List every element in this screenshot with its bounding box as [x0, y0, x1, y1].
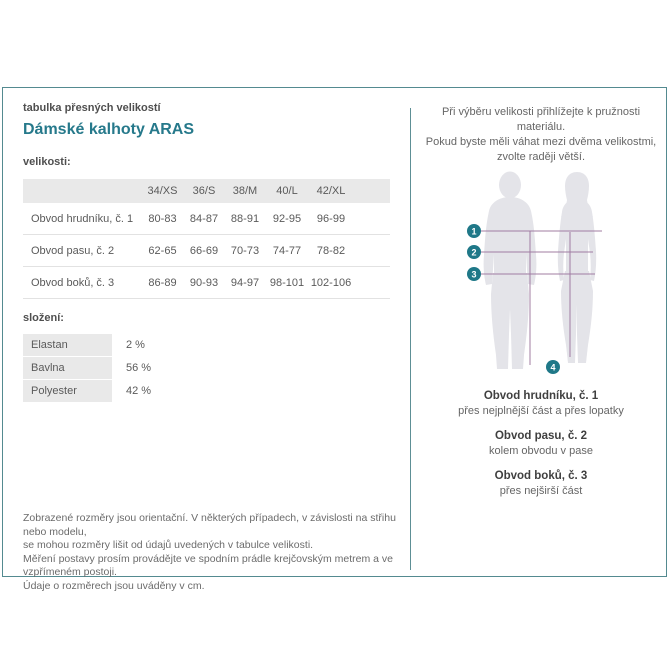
female-silhouette: [558, 172, 596, 363]
measure-name: Obvod boků, č. 3: [494, 470, 588, 482]
size-value-cell: 96-99: [308, 203, 354, 235]
measure-item-chest: [421, 388, 661, 419]
size-column-header: 42/XL: [308, 179, 354, 203]
header-block: [23, 102, 393, 299]
size-value-cell: 70-73: [224, 235, 266, 267]
measurement-legend: [421, 388, 661, 508]
table-row: [23, 267, 390, 299]
fit-advice-text: [421, 105, 661, 165]
table-row: [23, 334, 263, 356]
product-title: Dámské kalhoty ARAS: [23, 121, 195, 138]
marker-2: [467, 245, 481, 259]
size-table: [23, 179, 390, 299]
size-value-cell: 84-87: [184, 203, 224, 235]
fit-advice-line: zvolte raději větší.: [496, 151, 586, 163]
size-value-cell: 94-97: [224, 267, 266, 299]
svg-text:4: 4: [550, 362, 556, 373]
marker-3: [467, 267, 481, 281]
material-name: Bavlna: [23, 357, 112, 379]
disclaimer-line: Údaje o rozměrech jsou uváděny v cm.: [23, 579, 205, 592]
measure-item-waist: [421, 428, 661, 459]
sizes-label: velikosti:: [23, 156, 71, 168]
size-value-cell: 92-95: [266, 203, 308, 235]
svg-text:3: 3: [471, 269, 477, 280]
measure-name: Obvod hrudníku, č. 1: [483, 390, 599, 402]
fit-advice-line: Při výběru velikosti přihlížejte k pružnosti materiálu.: [441, 106, 641, 133]
size-table-filler-cell: [354, 267, 390, 299]
size-value-cell: 98-101: [266, 267, 308, 299]
size-table-filler-cell: [354, 203, 390, 235]
fit-advice-line: Pokud byste měli váhat mezi dvěma velikostmi,: [425, 136, 657, 148]
size-table-filler-cell: [354, 179, 390, 203]
composition-label: složení:: [23, 312, 64, 324]
body-measurement-diagram: [430, 169, 660, 379]
measure-description: přes nejplnější část a přes lopatky: [458, 405, 624, 417]
measure-description: přes nejširší část: [499, 485, 583, 497]
size-column-header: 38/M: [224, 179, 266, 203]
measure-description: kolem obvodu v pase: [489, 445, 593, 457]
eyebrow-label: tabulka přesných velikostí: [23, 102, 161, 114]
material-percent: 42 %: [126, 385, 152, 397]
size-table-corner-cell: [23, 179, 141, 203]
material-percent: 56 %: [126, 362, 152, 374]
table-row: [23, 203, 390, 235]
size-row-label: Obvod hrudníku, č. 1: [23, 203, 141, 235]
measure-item-hips: [421, 468, 661, 499]
size-column-header: 36/S: [184, 179, 224, 203]
composition-block: [23, 312, 343, 403]
size-value-cell: 90-93: [184, 267, 224, 299]
vertical-divider: [410, 108, 411, 570]
size-table-filler-cell: [354, 235, 390, 267]
size-value-cell: 62-65: [141, 235, 184, 267]
disclaimer-line: se mohou rozměry lišit od údajů uvedených v tabulce velikosti.: [23, 539, 314, 551]
size-value-cell: 78-82: [308, 235, 354, 267]
marker-1: [467, 224, 481, 238]
size-row-label: Obvod boků, č. 3: [23, 267, 141, 299]
size-value-cell: 86-89: [141, 267, 184, 299]
material-percent: 2 %: [126, 339, 145, 351]
size-column-header: 34/XS: [141, 179, 184, 203]
size-value-cell: 80-83: [141, 203, 184, 235]
svg-text:1: 1: [471, 226, 477, 237]
disclaimer-line: Zobrazené rozměry jsou orientační. V některých případech, v závislosti na střihu nebo modelu,: [23, 512, 396, 538]
size-value-cell: 102-106: [308, 267, 354, 299]
size-row-label: Obvod pasu, č. 2: [23, 235, 141, 267]
size-value-cell: 88-91: [224, 203, 266, 235]
male-silhouette: [484, 172, 537, 370]
material-name: Polyester: [23, 380, 112, 402]
material-name: Elastan: [23, 334, 112, 356]
size-chart-sheet: [2, 87, 667, 592]
size-column-header: 40/L: [266, 179, 308, 203]
disclaimer-text: [23, 512, 408, 593]
measure-name: Obvod pasu, č. 2: [494, 430, 588, 442]
svg-text:2: 2: [471, 247, 477, 258]
disclaimer-line: Měření postavy prosím provádějte ve spodním prádle krejčovským metrem a ve vzpřímeném postoji.: [23, 552, 393, 578]
marker-4: [546, 360, 560, 374]
table-row: [23, 235, 390, 267]
size-table-header-row: [23, 179, 390, 203]
size-value-cell: 66-69: [184, 235, 224, 267]
size-value-cell: 74-77: [266, 235, 308, 267]
table-row: [23, 380, 263, 402]
table-row: [23, 357, 263, 379]
composition-table: [23, 333, 263, 403]
